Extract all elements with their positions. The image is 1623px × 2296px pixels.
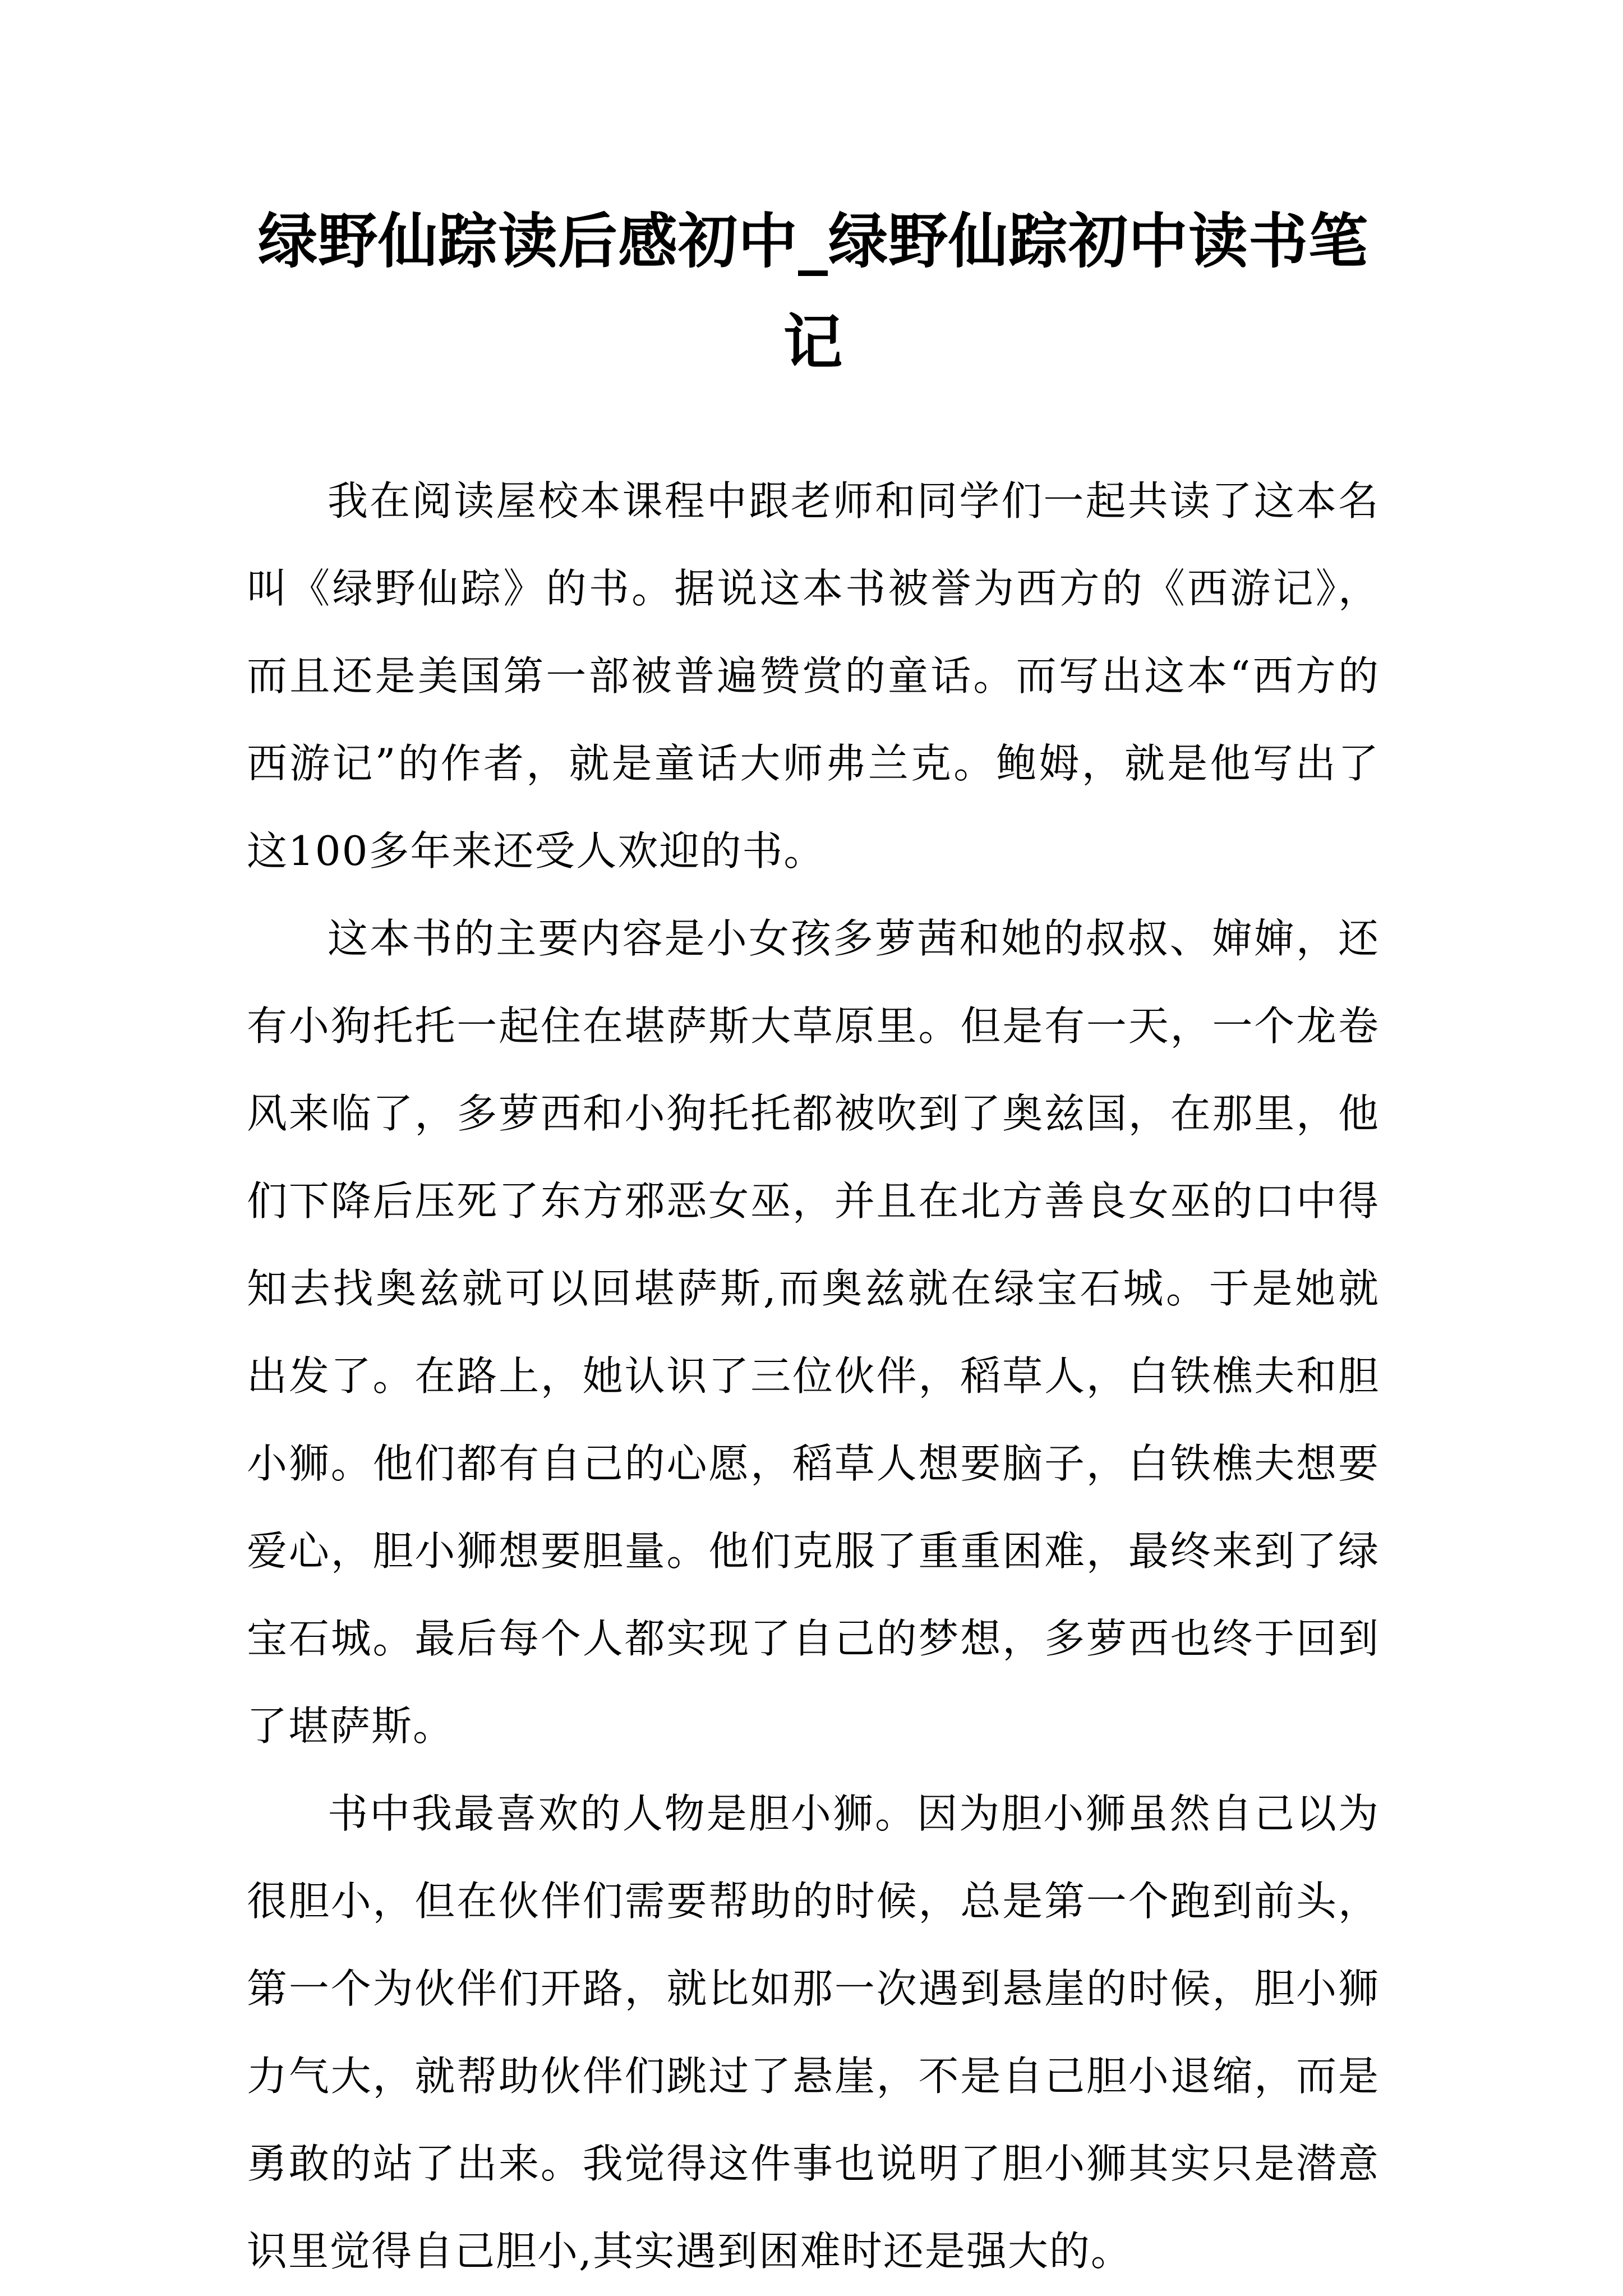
paragraph-intro: 我在阅读屋校本课程中跟老师和同学们一起共读了这本名叫《绿野仙踪》的书。据说这本书被誉为西方的《西游记》，而且还是美国第一部被普遍赞赏的童话。而写出这本“西方的西游记”的作者，就是童话大师弗兰克。鲍姆，就是他写出了这100多年来还受人欢迎的书。: [247, 477, 1380, 875]
paragraph-favorite-character: 书中我最喜欢的人物是胆小狮。因为胆小狮虽然自己以为很胆小，但在伙伴们需要帮助的时候，总是第一个跑到前头，第一个为伙伴们开路，就比如那一次遇到悬崖的时候，胆小狮力气大，就帮助伙伴们跳过了悬崖，不是自己胆小退缩，而是勇敢的站了出来。我觉得这件事也说明了胆小狮其实只是潜意识里觉得自己胆小,其实遇到困难时还是强大的。: [247, 1790, 1380, 2275]
paragraph-summary: 这本书的主要内容是小女孩多萝茜和她的叔叔、婶婶，还有小狗托托一起住在堪萨斯大草原里。但是有一天，一个龙卷风来临了，多萝西和小狗托托都被吹到了奥兹国，在那里，他们下降后压死了东方邪恶女巫，并且在北方善良女巫的口中得知去找奥兹就可以回堪萨斯,而奥兹就在绿宝石城。于是她就出发了。在路上，她认识了三位伙伴，稻草人，白铁樵夫和胆小狮。他们都有自己的心愿，稻草人想要脑子，白铁樵夫想要爱心，胆小狮想要胆量。他们克服了重重困难，最终来到了绿宝石城。最后每个人都实现了自己的梦想，多萝西也终于回到了堪萨斯。: [247, 915, 1380, 1750]
document-title: 绿野仙踪读后感初中_绿野仙踪初中读书笔记: [258, 206, 1368, 377]
document-body: [247, 457, 1380, 2295]
